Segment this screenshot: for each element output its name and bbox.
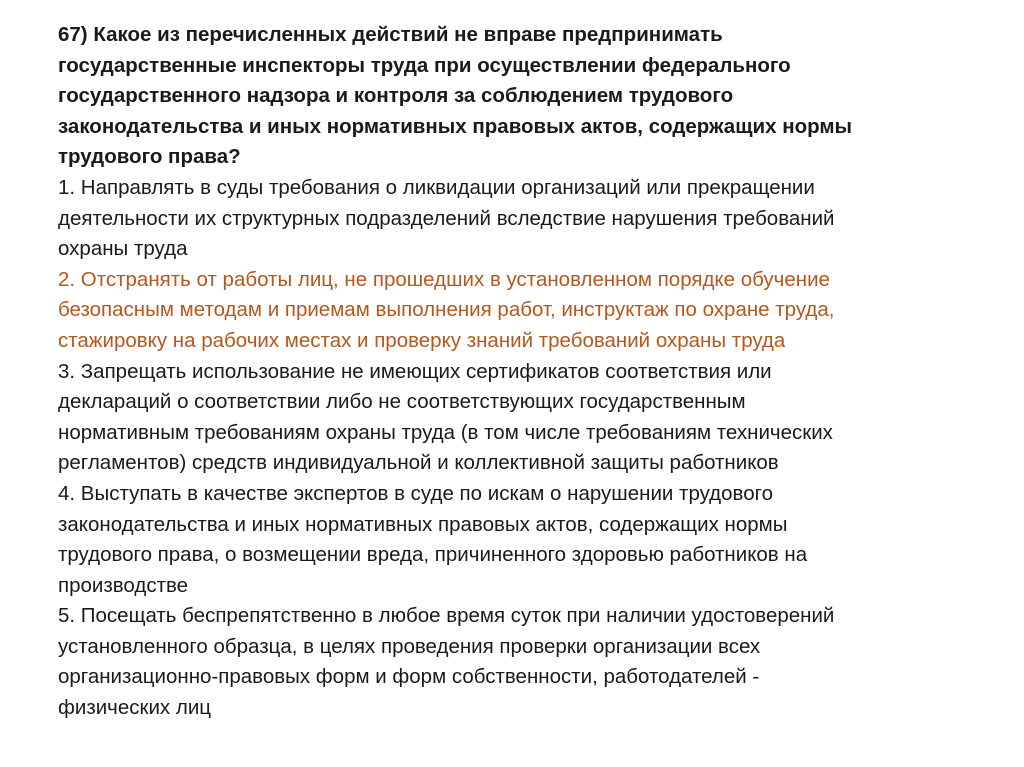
question-line: государственного надзора и контроля за соблюдением трудового — [58, 84, 734, 108]
option-line: регламентов) средств индивидуальной и коллективной защиты работников — [58, 451, 779, 475]
option-line: трудового права, о возмещении вреда, причиненного здоровью работников на — [58, 543, 808, 567]
option-line: физических лиц — [58, 696, 212, 720]
option-line: 4. Выступать в качестве экспертов в суде по искам о нарушении трудового — [58, 481, 774, 505]
answer-option-2-correct — [58, 265, 978, 357]
option-line: деклараций о соответствии либо не соответствующих государственным — [58, 390, 746, 414]
option-line: деятельности их структурных подразделений вследствие нарушения требований — [58, 206, 835, 230]
option-line: 2. Отстранять от работы лиц, не прошедших в установленном порядке обучение — [58, 267, 830, 291]
option-line: организационно-правовых форм и форм собственности, работодателей - — [58, 665, 760, 689]
option-line: безопасным методам и приемам выполнения работ, инструктаж по охране труда, — [58, 298, 835, 322]
question-text — [58, 20, 978, 173]
question-line: законодательства и иных нормативных правовых актов, содержащих нормы — [58, 114, 853, 138]
option-line: 5. Посещать беспрепятственно в любое время суток при наличии удостоверений — [58, 604, 835, 628]
answer-option-1 — [58, 173, 978, 265]
option-line: нормативным требованиям охраны труда (в том числе требованиям технических — [58, 420, 833, 444]
option-line: производстве — [58, 573, 189, 597]
option-line: законодательства и иных нормативных правовых актов, содержащих нормы — [58, 512, 788, 536]
question-line: государственные инспекторы труда при осуществлении федерального — [58, 53, 791, 77]
slide-content — [58, 20, 978, 724]
option-line: установленного образца, в целях проведения проверки организации всех — [58, 634, 761, 658]
question-line: 67) Какое из перечисленных действий не вправе предпринимать — [58, 23, 723, 46]
answer-option-5 — [58, 601, 978, 723]
option-line: 1. Направлять в суды требования о ликвидации организаций или прекращении — [58, 175, 815, 199]
answer-option-4 — [58, 479, 978, 601]
option-line: стажировку на рабочих местах и проверку знаний требований охраны труда — [58, 328, 786, 352]
answer-option-3 — [58, 357, 978, 479]
question-line: трудового права? — [58, 145, 241, 169]
option-line: охраны труда — [58, 237, 188, 261]
option-line: 3. Запрещать использование не имеющих сертификатов соответствия или — [58, 359, 772, 383]
